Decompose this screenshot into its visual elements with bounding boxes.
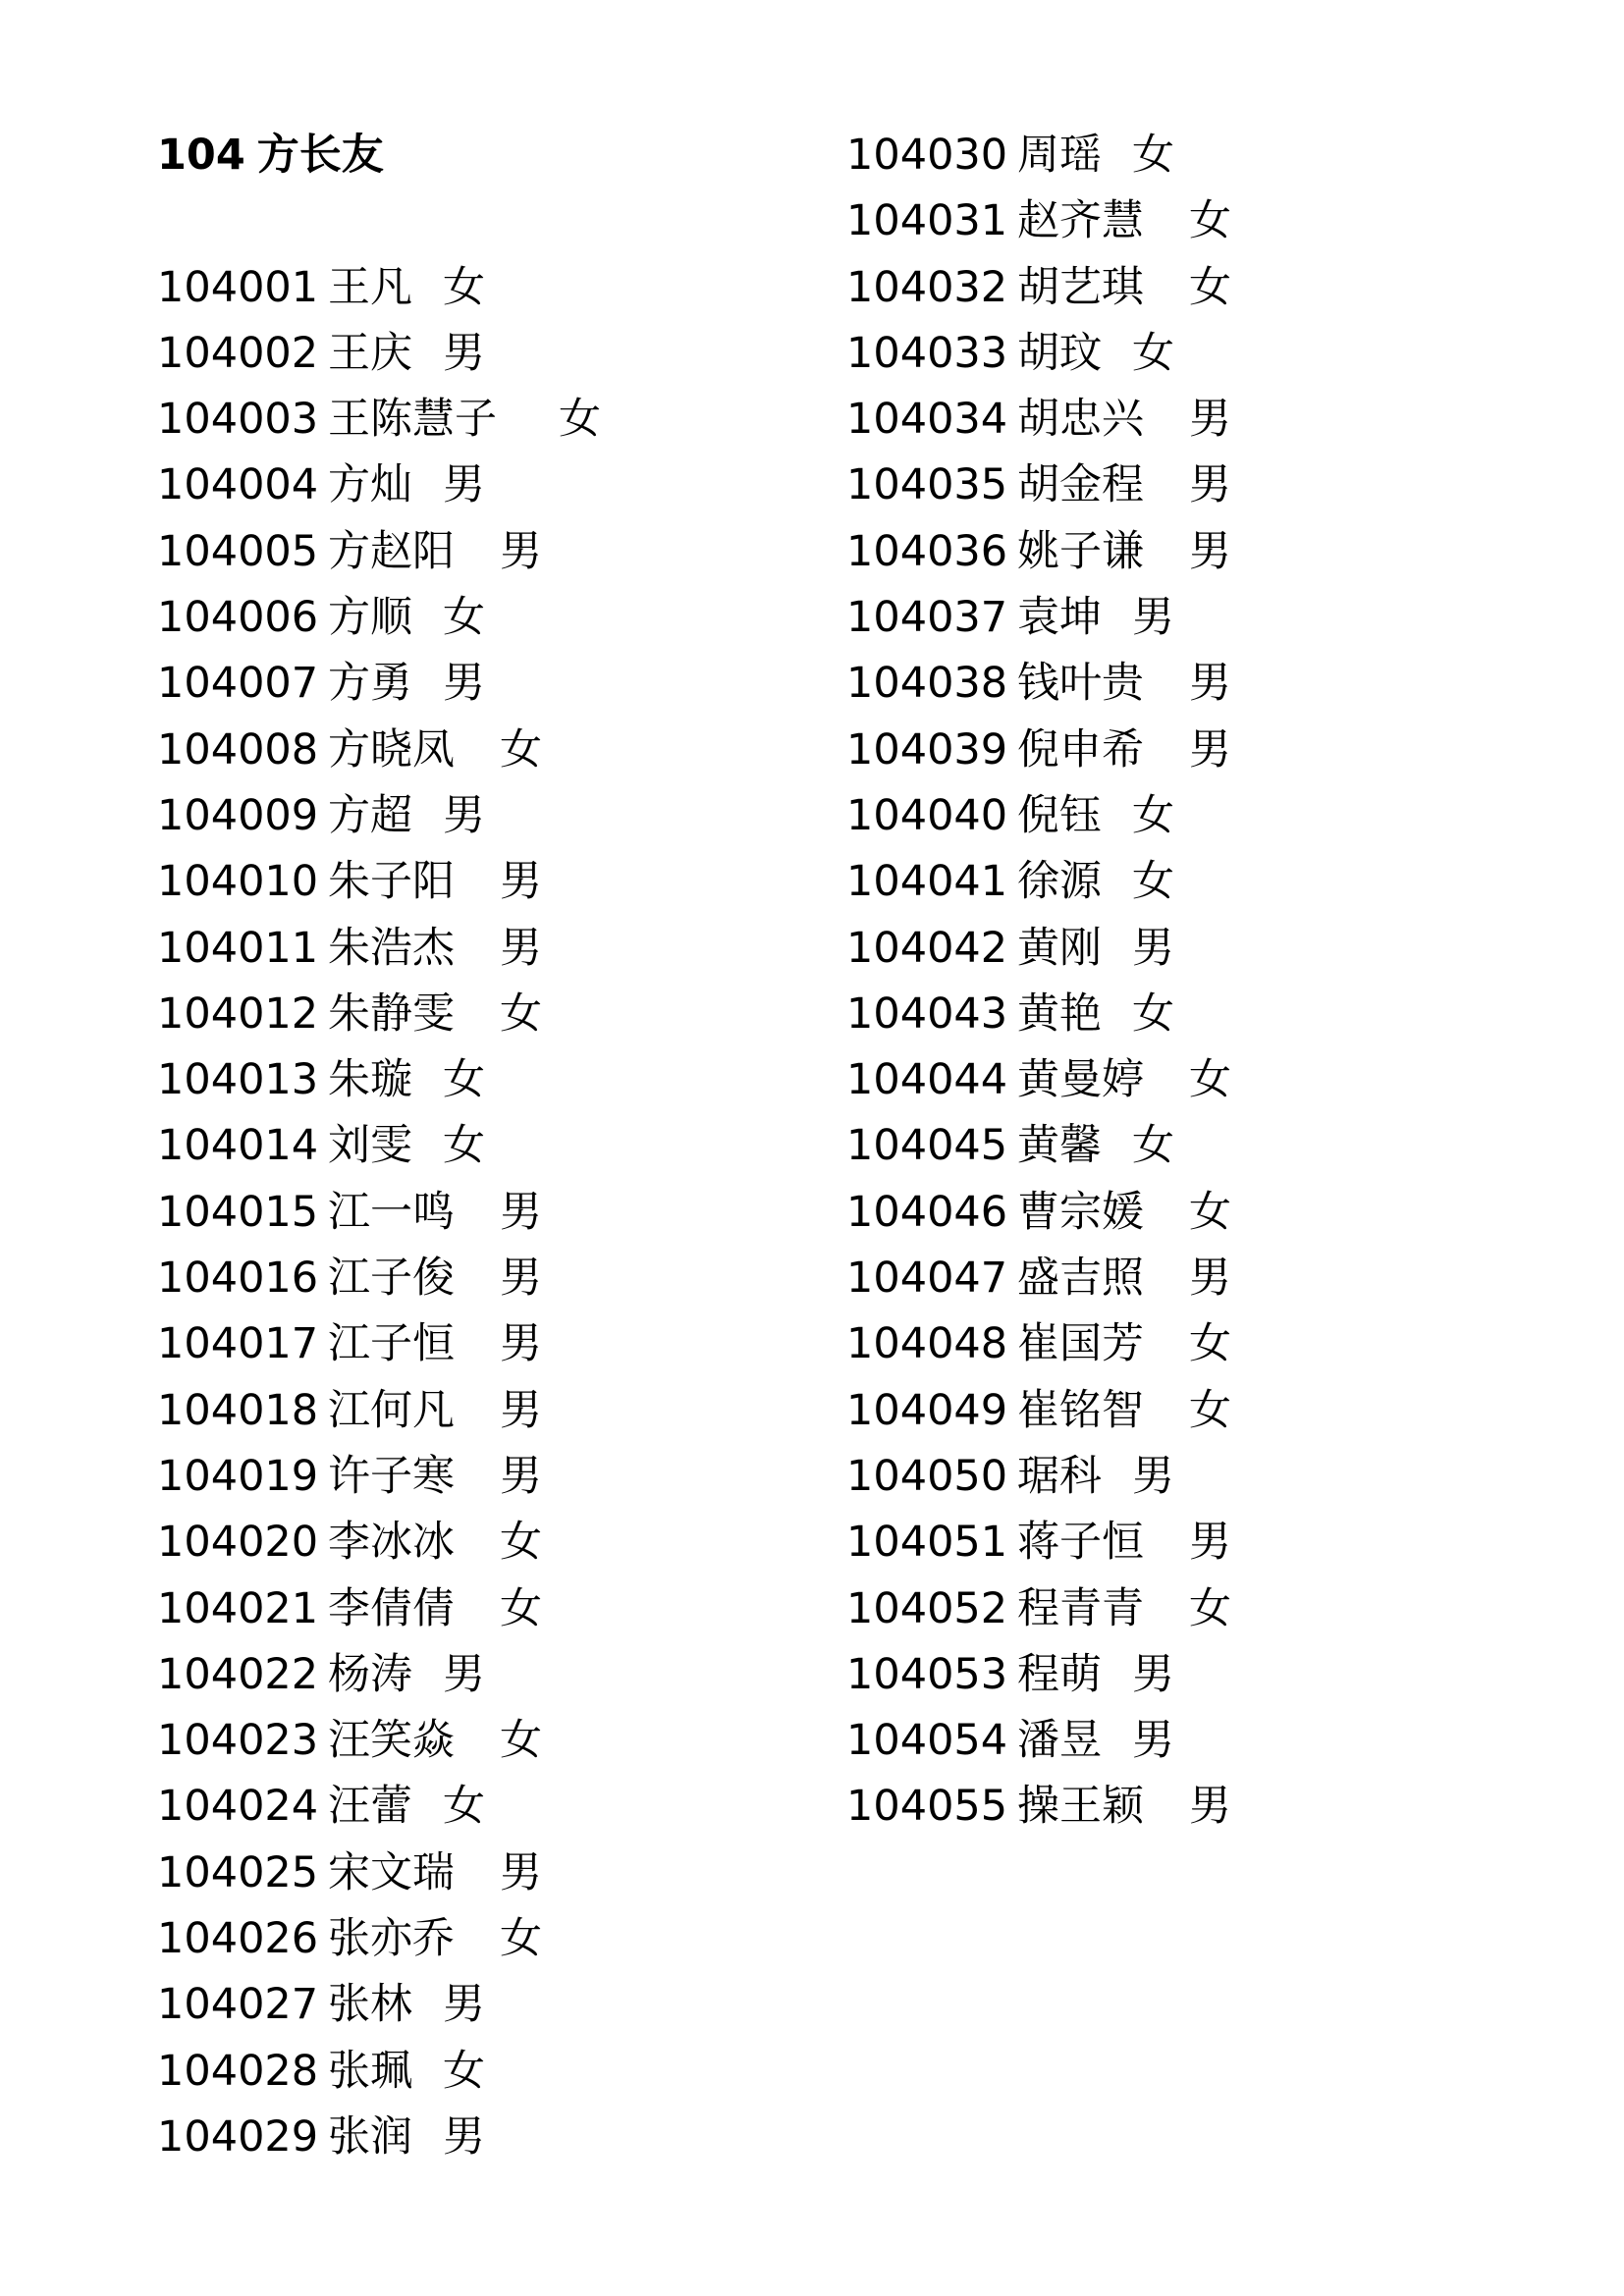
student-id: 104035 [846, 460, 1008, 510]
student-gender: 男 [1132, 1649, 1174, 1699]
student-id: 104024 [157, 1782, 319, 1832]
student-row [157, 392, 601, 457]
student-row [157, 854, 601, 920]
student-row [157, 1581, 601, 1647]
student-name: 赵齐慧 [1017, 196, 1144, 246]
class-heading [157, 128, 601, 193]
student-id: 104038 [846, 659, 1008, 709]
student-row [157, 524, 601, 590]
student-row [846, 1779, 1231, 1844]
student-name: 方赵阳 [328, 526, 455, 576]
student-gender: 女 [1189, 1319, 1231, 1369]
student-id: 104002 [157, 328, 319, 378]
student-name: 宋文瑞 [328, 1847, 455, 1897]
student-name: 方顺 [328, 593, 412, 643]
student-row [157, 1316, 601, 1382]
student-id: 104048 [846, 1319, 1008, 1369]
student-gender: 女 [1132, 988, 1174, 1039]
student-gender: 男 [500, 1254, 542, 1304]
student-id: 104003 [157, 395, 319, 445]
student-name: 王庆 [328, 328, 412, 378]
student-row [157, 590, 601, 656]
student-name: 朱璇 [328, 1055, 412, 1105]
student-gender: 男 [1189, 460, 1231, 510]
student-row [846, 193, 1231, 259]
student-name: 方勇 [328, 659, 412, 709]
student-gender: 男 [1189, 395, 1231, 445]
student-row [157, 788, 601, 854]
student-gender: 女 [500, 1914, 542, 1964]
student-gender: 男 [500, 1319, 542, 1369]
right-column [846, 128, 1231, 1845]
student-name: 崔国芳 [1017, 1319, 1144, 1369]
student-id: 104054 [846, 1716, 1008, 1766]
student-id: 104039 [846, 724, 1008, 774]
student-gender: 女 [443, 593, 485, 643]
student-row [846, 722, 1231, 788]
student-gender: 女 [500, 724, 542, 774]
student-gender: 女 [443, 2046, 485, 2096]
student-name: 江子恒 [328, 1319, 455, 1369]
student-row [846, 260, 1231, 326]
student-gender: 女 [1132, 857, 1174, 907]
student-name: 黄刚 [1017, 923, 1102, 973]
student-id: 104005 [157, 526, 319, 576]
student-row [846, 1316, 1231, 1382]
student-name: 琚科 [1017, 1451, 1102, 1501]
student-id: 104045 [846, 1121, 1008, 1171]
student-id: 104004 [157, 460, 319, 510]
student-row [157, 921, 601, 987]
student-id: 104012 [157, 988, 319, 1039]
student-gender: 女 [443, 1782, 485, 1832]
student-name: 李倩倩 [328, 1583, 455, 1633]
student-name: 胡艺琪 [1017, 262, 1144, 312]
left-column [157, 128, 601, 2175]
student-id: 104025 [157, 1847, 319, 1897]
student-gender: 女 [443, 262, 485, 312]
student-name: 胡玟 [1017, 328, 1102, 378]
student-row [846, 788, 1231, 854]
student-gender: 男 [443, 1980, 485, 2030]
student-row [157, 1713, 601, 1779]
student-id: 104041 [846, 857, 1008, 907]
student-row [157, 1118, 601, 1184]
student-row [157, 1515, 601, 1580]
student-name: 胡忠兴 [1017, 395, 1144, 445]
student-name: 黄馨 [1017, 1121, 1102, 1171]
student-gender: 男 [443, 2111, 485, 2162]
student-row [846, 921, 1231, 987]
student-id: 104043 [846, 988, 1008, 1039]
student-row [157, 1185, 601, 1251]
student-name: 周瑶 [1017, 131, 1102, 180]
student-row [846, 457, 1231, 523]
student-gender: 男 [443, 1649, 485, 1699]
student-row [157, 1383, 601, 1449]
student-gender: 女 [1132, 328, 1174, 378]
student-name: 程萌 [1017, 1649, 1102, 1699]
student-id: 104015 [157, 1187, 319, 1237]
student-name: 徐源 [1017, 857, 1102, 907]
student-id: 104017 [157, 1319, 319, 1369]
student-row [157, 1052, 601, 1118]
student-id: 104049 [846, 1385, 1008, 1435]
student-row [157, 1449, 601, 1515]
student-name: 王凡 [328, 262, 412, 312]
student-gender: 女 [1132, 1121, 1174, 1171]
student-id: 104053 [846, 1649, 1008, 1699]
student-id: 104027 [157, 1980, 319, 2030]
student-row [157, 722, 601, 788]
student-row [157, 1845, 601, 1911]
student-id: 104030 [846, 131, 1008, 180]
student-gender: 男 [500, 857, 542, 907]
student-gender: 男 [1189, 526, 1231, 576]
student-name: 黄艳 [1017, 988, 1102, 1039]
student-row [846, 1515, 1231, 1580]
student-row [846, 1251, 1231, 1316]
student-gender: 男 [443, 460, 485, 510]
student-row [157, 987, 601, 1052]
student-id: 104026 [157, 1914, 319, 1964]
student-id: 104037 [846, 593, 1008, 643]
student-name: 曹宗媛 [1017, 1187, 1144, 1237]
student-gender: 男 [500, 1847, 542, 1897]
student-id: 104019 [157, 1451, 319, 1501]
student-gender: 男 [443, 659, 485, 709]
student-id: 104016 [157, 1254, 319, 1304]
student-row [846, 1713, 1231, 1779]
student-id: 104052 [846, 1583, 1008, 1633]
student-gender: 男 [1132, 1716, 1174, 1766]
student-row [846, 524, 1231, 590]
student-id: 104031 [846, 196, 1008, 246]
student-row [157, 1911, 601, 1977]
student-row [157, 2109, 601, 2175]
student-id: 104014 [157, 1121, 319, 1171]
student-name: 朱浩杰 [328, 923, 455, 973]
student-gender: 女 [559, 395, 601, 445]
student-id: 104046 [846, 1187, 1008, 1237]
student-name: 张珮 [328, 2046, 412, 2096]
student-id: 104029 [157, 2111, 319, 2162]
student-id: 104006 [157, 593, 319, 643]
student-name: 倪申希 [1017, 724, 1144, 774]
student-gender: 男 [1132, 593, 1174, 643]
student-id: 104001 [157, 262, 319, 312]
student-id: 104013 [157, 1055, 319, 1105]
student-row [157, 2044, 601, 2109]
student-gender: 女 [500, 1518, 542, 1568]
student-row [846, 128, 1231, 193]
student-gender: 男 [500, 1187, 542, 1237]
student-gender: 女 [1189, 262, 1231, 312]
student-name: 张亦乔 [328, 1914, 455, 1964]
student-gender: 男 [1132, 923, 1174, 973]
student-name: 方超 [328, 790, 412, 840]
student-id: 104034 [846, 395, 1008, 445]
student-id: 104051 [846, 1518, 1008, 1568]
student-id: 104036 [846, 526, 1008, 576]
student-row [846, 1383, 1231, 1449]
student-gender: 女 [500, 1583, 542, 1633]
student-row [846, 854, 1231, 920]
student-id: 104007 [157, 659, 319, 709]
student-name: 胡金程 [1017, 460, 1144, 510]
student-name: 汪笑焱 [328, 1716, 455, 1766]
student-gender: 女 [1189, 1187, 1231, 1237]
student-id: 104033 [846, 328, 1008, 378]
student-row [157, 1977, 601, 2043]
student-gender: 男 [500, 526, 542, 576]
student-row [157, 260, 601, 326]
student-row [846, 590, 1231, 656]
student-id: 104021 [157, 1583, 319, 1633]
student-gender: 男 [443, 328, 485, 378]
student-name: 钱叶贵 [1017, 659, 1144, 709]
student-gender: 女 [1189, 1055, 1231, 1105]
student-gender: 女 [443, 1055, 485, 1105]
student-id: 104023 [157, 1716, 319, 1766]
student-gender: 女 [1189, 1385, 1231, 1435]
student-name: 张润 [328, 2111, 412, 2162]
student-name: 崔铭智 [1017, 1385, 1144, 1435]
student-gender: 女 [1189, 1583, 1231, 1633]
student-row [846, 1449, 1231, 1515]
student-id: 104032 [846, 262, 1008, 312]
student-name: 黄曼婷 [1017, 1055, 1144, 1105]
student-gender: 男 [500, 1385, 542, 1435]
student-gender: 男 [1189, 1782, 1231, 1832]
student-row [846, 1581, 1231, 1647]
student-id: 104009 [157, 790, 319, 840]
student-row [846, 1185, 1231, 1251]
student-row [157, 1251, 601, 1316]
student-gender: 女 [1132, 131, 1174, 180]
student-name: 江何凡 [328, 1385, 455, 1435]
student-gender: 女 [443, 1121, 485, 1171]
student-name: 李冰冰 [328, 1518, 455, 1568]
student-id: 104010 [157, 857, 319, 907]
student-id: 104055 [846, 1782, 1008, 1832]
student-name: 江子俊 [328, 1254, 455, 1304]
student-name: 汪蕾 [328, 1782, 412, 1832]
student-id: 104040 [846, 790, 1008, 840]
student-id: 104028 [157, 2046, 319, 2096]
student-id: 104020 [157, 1518, 319, 1568]
student-id: 104022 [157, 1649, 319, 1699]
student-row [846, 1647, 1231, 1713]
student-gender: 女 [1132, 790, 1174, 840]
student-id: 104050 [846, 1451, 1008, 1501]
student-id: 104042 [846, 923, 1008, 973]
student-name: 操王颖 [1017, 1782, 1144, 1832]
student-row [157, 656, 601, 721]
student-name: 朱静雯 [328, 988, 455, 1039]
student-name: 朱子阳 [328, 857, 455, 907]
student-gender: 男 [1189, 724, 1231, 774]
student-row [846, 656, 1231, 721]
student-row [846, 1052, 1231, 1118]
student-id: 104011 [157, 923, 319, 973]
student-name: 杨涛 [328, 1649, 412, 1699]
student-name: 江一鸣 [328, 1187, 455, 1237]
student-gender: 女 [1189, 196, 1231, 246]
student-name: 方晓凤 [328, 724, 455, 774]
student-gender: 男 [1132, 1451, 1174, 1501]
student-id: 104008 [157, 724, 319, 774]
student-name: 许子寒 [328, 1451, 455, 1501]
student-name: 袁坤 [1017, 593, 1102, 643]
student-row [157, 457, 601, 523]
student-row [846, 987, 1231, 1052]
student-name: 倪钰 [1017, 790, 1102, 840]
student-gender: 男 [1189, 1254, 1231, 1304]
student-id: 104047 [846, 1254, 1008, 1304]
student-name: 程青青 [1017, 1583, 1144, 1633]
student-row [846, 392, 1231, 457]
teacher-name: 方长友 [256, 131, 384, 180]
student-id: 104044 [846, 1055, 1008, 1105]
student-gender: 男 [500, 923, 542, 973]
student-gender: 男 [1189, 1518, 1231, 1568]
student-gender: 女 [500, 1716, 542, 1766]
student-name: 王陈慧子 [328, 395, 497, 445]
student-id: 104018 [157, 1385, 319, 1435]
student-row [846, 326, 1231, 392]
student-row [157, 1779, 601, 1844]
student-name: 姚子谦 [1017, 526, 1144, 576]
student-name: 刘雯 [328, 1121, 412, 1171]
student-row [846, 1118, 1231, 1184]
student-name: 盛吉照 [1017, 1254, 1144, 1304]
student-row [157, 326, 601, 392]
student-name: 方灿 [328, 460, 412, 510]
student-name: 潘昱 [1017, 1716, 1102, 1766]
student-name: 张林 [328, 1980, 412, 2030]
class-id: 104 [157, 131, 245, 180]
student-gender: 男 [1189, 659, 1231, 709]
student-gender: 男 [443, 790, 485, 840]
student-name: 蒋子恒 [1017, 1518, 1144, 1568]
student-gender: 男 [500, 1451, 542, 1501]
student-row [157, 1647, 601, 1713]
student-gender: 女 [500, 988, 542, 1039]
